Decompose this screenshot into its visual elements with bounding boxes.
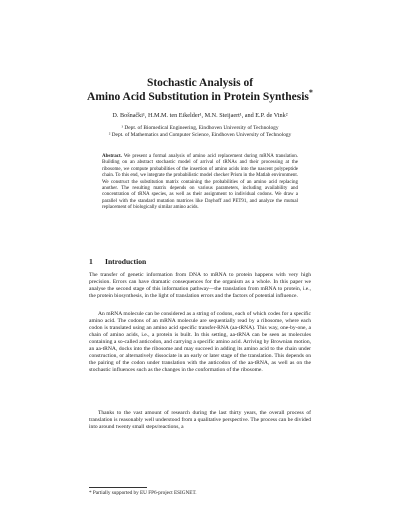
footnote-rule	[89, 487, 147, 488]
intro-paragraph-2: An mRNA molecule can be considered as a string of codons, each of which codes for a specific amino acid. The codons of an mRNA molecule are sequentially read by a ribosome, where each codon is translated using an amino acid specific transfer-RNA (aa-tRNA). This way, one-by-one, a chain of amino acids, i.e., a protein is built. In this setting, aa-tRNA can be seen as molecules containing a so-called anticodon, and carrying a specific amino acid. Arriving by Brownian motion, an aa-tRNA, docks into the ribosome and may succeed in adding its amino acid to the chain under construction, or alternatively dissociate in an early or later stage of the translation. This depends on the pairing of the codon under translation with the anticodon of the aa-tRNA, as well as on the stochastic influences such as the changes in the conformation of the ribosome.	[89, 311, 311, 374]
abstract-label: Abstract.	[102, 154, 122, 159]
title-footnote-mark: *	[308, 88, 313, 98]
affiliation-2: ² Dept. of Mathematics and Computer Science, Eindhoven University of Technology	[108, 132, 292, 138]
intro-paragraph-1: The transfer of genetic information from DNA to mRNA to protein happens with very high precision. Errors can have dramatic consequences for the organism as a whole. In this paper we analyse the second stage of this information pathway—the translation from mRNA to protein, i.e., the protein biosynthesis, in the light of translation errors and the factors of potential influence.	[89, 272, 311, 300]
intro-paragraph-3: Thanks to the vast amount of research during the last thirty years, the overall process of translation is reasonably well understood from a qualitative perspective. The process can be divided into around twenty small steps/reactions, a	[89, 410, 311, 431]
section-number: 1	[89, 257, 93, 266]
section-heading	[89, 257, 146, 266]
paper-title-line-1: Stochastic Analysis of	[146, 77, 254, 89]
abstract	[102, 154, 298, 212]
paper-title-line-2: Amino Acid Substitution in Protein Synthesis*	[87, 88, 313, 103]
author-list: D. Bošnački¹, H.M.M. ten Eikelder¹, M.N. Steijaert¹, and E.P. de Vink²	[112, 112, 288, 119]
abstract-text: We present a formal analysis of amino acid replacement during mRNA translation. Building on an abstract stochastic model of arrival of tRNAs and their processing at the ribosome, we compute probabilities of the insertion of amino acids into the nascent polypeptide chain. To this end, we integrate the probabilistic model checker Prism in the Matlab environment. We construct the substitution matrix containing the probabilities of an amino acid replacing another. The resulting matrix depends on various parameters, including availability and concentration of tRNA species, as well as their assignment to individual codons. We draw a parallel with the standard mutation matrices like Dayhoff and PET91, and analyze the mutual replacement of biologically similar amino acids.	[102, 154, 298, 211]
affiliation-1: ¹ Dept. of Biomedical Engineering, Eindhoven University of Technology	[121, 125, 279, 131]
section-title: Introduction	[105, 257, 147, 266]
footnote: * Partially supported by EU FP6-project ESIGNET.	[89, 490, 197, 496]
